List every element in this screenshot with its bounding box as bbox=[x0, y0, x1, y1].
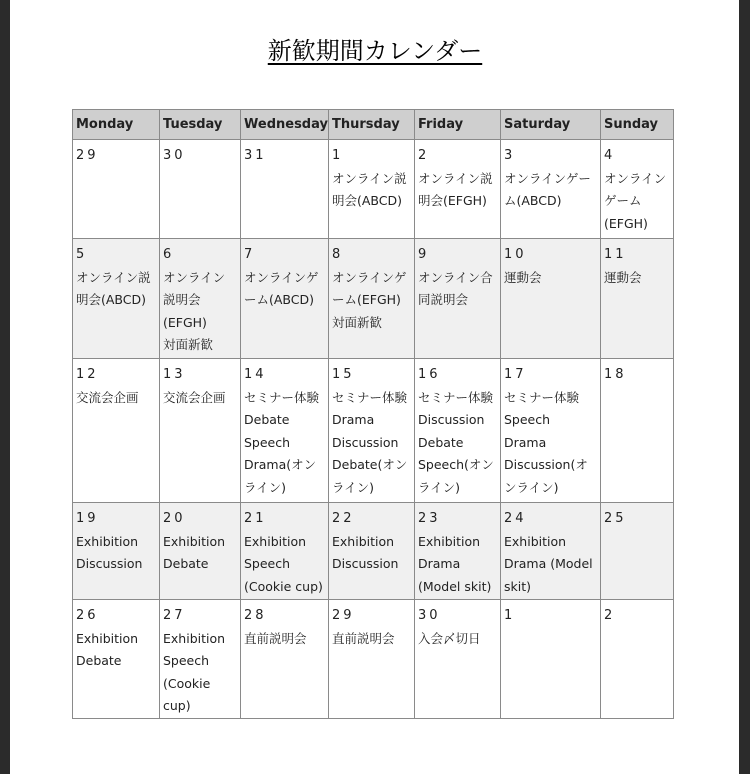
event-text: 対面新歓 bbox=[163, 337, 214, 352]
day-number: 29 bbox=[76, 148, 99, 163]
calendar-header bbox=[73, 110, 674, 140]
day-number: 31 bbox=[244, 148, 267, 163]
day-number: 5 bbox=[76, 247, 88, 262]
day-cell bbox=[329, 140, 415, 239]
day-cell bbox=[501, 359, 601, 503]
event-text: ライン) bbox=[418, 479, 461, 495]
header-friday: Friday bbox=[415, 110, 501, 140]
event-text: Speech(オン bbox=[418, 457, 494, 472]
event-text: Debate bbox=[418, 434, 464, 450]
event-text: Exhibition bbox=[504, 533, 567, 549]
day-cell bbox=[601, 140, 674, 239]
event-text: セミナー体験 bbox=[504, 389, 580, 405]
day-number: 29 bbox=[332, 608, 355, 623]
day-number: 30 bbox=[418, 608, 441, 623]
event-text: Debate(オン bbox=[332, 457, 408, 472]
event-text: cup) bbox=[163, 698, 191, 713]
event-text: 運動会 bbox=[504, 269, 542, 285]
event-text: ライン) bbox=[332, 479, 375, 495]
event-text: Exhibition bbox=[332, 533, 395, 549]
page-title bbox=[0, 34, 750, 68]
event-text: ム(ABCD) bbox=[504, 193, 562, 208]
calendar-body bbox=[73, 140, 674, 719]
event-text: Speech bbox=[504, 412, 551, 427]
event-text: Exhibition bbox=[76, 630, 139, 646]
event-text: Drama (Model bbox=[504, 556, 593, 571]
header-monday: Monday bbox=[73, 110, 160, 140]
event-text: 同説明会 bbox=[418, 292, 469, 307]
day-number: 6 bbox=[163, 247, 175, 262]
event-text: Speech bbox=[244, 556, 291, 571]
event-text: 交流会企画 bbox=[76, 389, 139, 405]
event-text: 直前説明会 bbox=[332, 630, 395, 646]
event-text: セミナー体験 bbox=[332, 389, 408, 405]
header-saturday: Saturday bbox=[501, 110, 601, 140]
event-text: オンラインゲ bbox=[332, 269, 407, 285]
event-text: Drama bbox=[332, 412, 375, 427]
event-text: Debate bbox=[163, 556, 209, 571]
day-cell bbox=[501, 503, 601, 600]
day-cell bbox=[73, 600, 160, 719]
day-cell bbox=[73, 239, 160, 359]
event-text: 明会(ABCD) bbox=[332, 193, 403, 208]
event-text: Drama bbox=[418, 556, 461, 571]
day-cell bbox=[601, 503, 674, 600]
day-number: 2 bbox=[604, 608, 616, 623]
event-text: Speech bbox=[163, 653, 210, 668]
event-text: (Cookie bbox=[163, 675, 211, 691]
day-cell bbox=[241, 503, 329, 600]
event-text: 交流会企画 bbox=[163, 389, 226, 405]
event-text: (EFGH) bbox=[163, 314, 207, 330]
day-number: 3 bbox=[504, 148, 516, 163]
event-text: Discussion bbox=[418, 412, 485, 427]
day-cell bbox=[73, 140, 160, 239]
day-cell bbox=[241, 239, 329, 359]
day-cell bbox=[501, 600, 601, 719]
day-number: 8 bbox=[332, 247, 344, 262]
header-wednesday: Wednesday bbox=[241, 110, 329, 140]
day-number: 17 bbox=[504, 367, 527, 382]
event-text: オンライン合 bbox=[418, 269, 493, 285]
day-cell bbox=[329, 600, 415, 719]
day-number: 18 bbox=[604, 367, 627, 382]
day-cell bbox=[415, 600, 501, 719]
header-row bbox=[73, 110, 674, 140]
event-text: Exhibition bbox=[418, 533, 481, 549]
day-number: 25 bbox=[604, 511, 627, 526]
day-number: 30 bbox=[163, 148, 186, 163]
day-cell bbox=[160, 600, 241, 719]
event-text: オンライン説 bbox=[418, 170, 493, 186]
document-page bbox=[10, 0, 739, 774]
day-cell bbox=[73, 359, 160, 503]
event-text: Discussion bbox=[332, 434, 399, 450]
event-text: オンライン bbox=[604, 170, 667, 186]
event-text: Drama bbox=[504, 434, 547, 450]
event-text: Exhibition bbox=[76, 533, 139, 549]
week-row bbox=[73, 239, 674, 359]
day-number: 1 bbox=[504, 608, 516, 623]
day-number: 14 bbox=[244, 367, 267, 382]
day-number: 4 bbox=[604, 148, 616, 163]
day-number: 16 bbox=[418, 367, 441, 382]
event-text: ーム(ABCD) bbox=[244, 292, 315, 307]
event-text: 説明会 bbox=[163, 292, 201, 307]
day-number: 7 bbox=[244, 247, 256, 262]
event-text: 明会(ABCD) bbox=[76, 292, 147, 307]
event-text: Exhibition bbox=[163, 533, 226, 549]
day-number: 21 bbox=[244, 511, 267, 526]
day-cell bbox=[601, 600, 674, 719]
event-text: 直前説明会 bbox=[244, 630, 307, 646]
day-number: 23 bbox=[418, 511, 441, 526]
calendar-table bbox=[72, 109, 674, 719]
event-text: Debate bbox=[76, 653, 122, 668]
day-cell bbox=[241, 600, 329, 719]
header-tuesday: Tuesday bbox=[160, 110, 241, 140]
week-row bbox=[73, 600, 674, 719]
day-number: 26 bbox=[76, 608, 99, 623]
day-cell bbox=[415, 503, 501, 600]
day-cell bbox=[160, 503, 241, 600]
event-text: ーム(EFGH) bbox=[332, 292, 401, 307]
week-row bbox=[73, 140, 674, 239]
day-cell bbox=[241, 140, 329, 239]
event-text: (EFGH) bbox=[604, 215, 648, 231]
day-cell bbox=[601, 359, 674, 503]
event-text: ンライン) bbox=[504, 479, 559, 495]
day-number: 20 bbox=[163, 511, 186, 526]
day-number: 1 bbox=[332, 148, 344, 163]
day-number: 11 bbox=[604, 247, 627, 262]
event-text: skit) bbox=[504, 578, 532, 594]
week-row bbox=[73, 503, 674, 600]
event-text: Speech bbox=[244, 434, 291, 450]
day-cell bbox=[329, 503, 415, 600]
day-cell bbox=[160, 239, 241, 359]
event-text: オンラインゲ bbox=[244, 269, 319, 285]
event-text: オンライン説 bbox=[76, 269, 151, 285]
day-cell bbox=[241, 359, 329, 503]
week-row bbox=[73, 359, 674, 503]
day-cell bbox=[601, 239, 674, 359]
day-cell bbox=[415, 239, 501, 359]
event-text: (Cookie cup) bbox=[244, 578, 323, 594]
day-number: 13 bbox=[163, 367, 186, 382]
day-cell bbox=[415, 140, 501, 239]
event-text: 入会〆切日 bbox=[418, 630, 481, 646]
day-number: 28 bbox=[244, 608, 267, 623]
day-cell bbox=[329, 239, 415, 359]
header-sunday: Sunday bbox=[601, 110, 674, 140]
event-text: ライン) bbox=[244, 479, 287, 495]
event-text: Exhibition bbox=[244, 533, 307, 549]
day-number: 27 bbox=[163, 608, 186, 623]
day-cell bbox=[501, 239, 601, 359]
event-text: (Model skit) bbox=[418, 578, 492, 594]
event-text: 対面新歓 bbox=[332, 314, 383, 330]
event-text: セミナー体験 bbox=[244, 389, 320, 405]
day-cell bbox=[160, 140, 241, 239]
day-cell bbox=[73, 503, 160, 600]
day-number: 15 bbox=[332, 367, 355, 382]
event-text: Drama(オン bbox=[244, 457, 317, 472]
page-title-text: 新歓期間カレンダー bbox=[267, 37, 483, 65]
day-cell bbox=[501, 140, 601, 239]
day-cell bbox=[329, 359, 415, 503]
day-number: 9 bbox=[418, 247, 430, 262]
event-text: セミナー体験 bbox=[418, 389, 494, 405]
event-text: Debate bbox=[244, 412, 290, 427]
event-text: Discussion(オ bbox=[504, 457, 588, 472]
header-thursday: Thursday bbox=[329, 110, 415, 140]
event-text: オンライン説 bbox=[332, 170, 407, 186]
day-number: 10 bbox=[504, 247, 527, 262]
day-cell bbox=[160, 359, 241, 503]
day-number: 19 bbox=[76, 511, 99, 526]
day-cell bbox=[415, 359, 501, 503]
event-text: 明会(EFGH) bbox=[418, 193, 487, 208]
event-text: Discussion bbox=[76, 556, 143, 571]
day-number: 2 bbox=[418, 148, 430, 163]
event-text: Exhibition bbox=[163, 630, 226, 646]
day-number: 24 bbox=[504, 511, 527, 526]
day-number: 12 bbox=[76, 367, 99, 382]
event-text: オンラインゲー bbox=[504, 170, 591, 186]
event-text: Discussion bbox=[332, 556, 399, 571]
day-number: 22 bbox=[332, 511, 355, 526]
event-text: 運動会 bbox=[604, 269, 642, 285]
event-text: ゲーム bbox=[604, 193, 642, 208]
event-text: オンライン bbox=[163, 269, 226, 285]
